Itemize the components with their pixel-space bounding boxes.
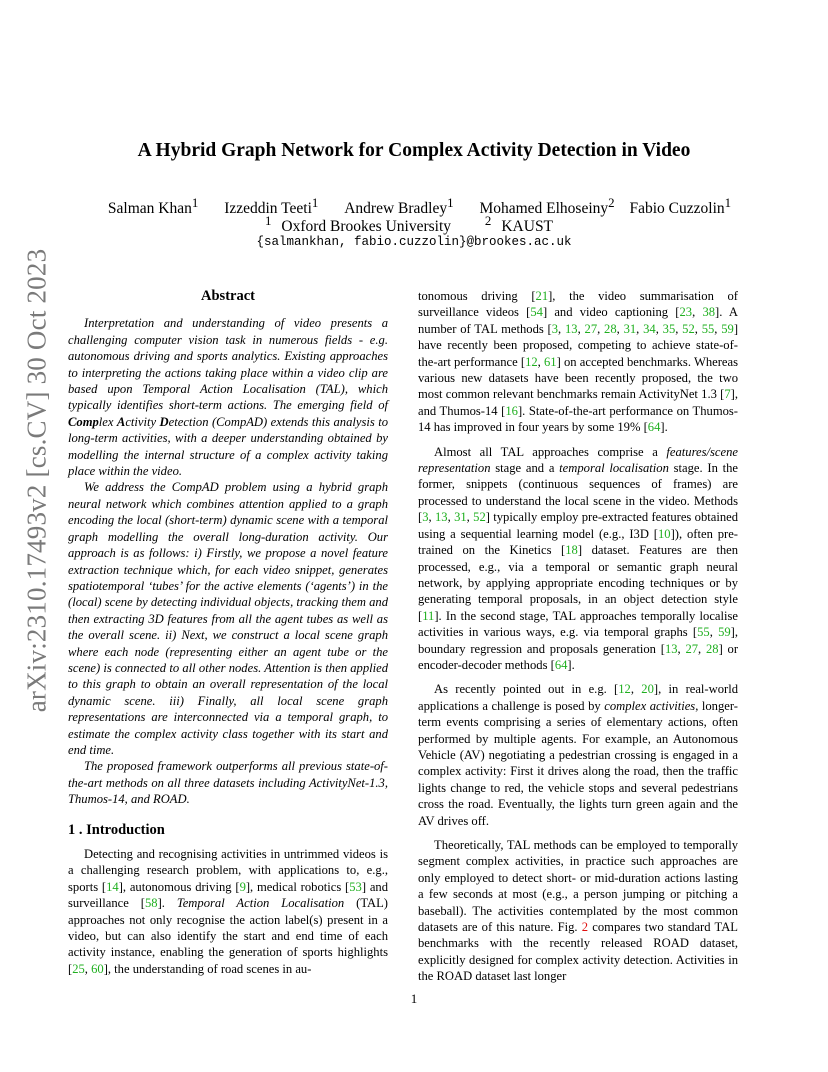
body-paragraph: tonomous driving [21], the video summarisation of surveillance videos [54] and video captioning [23, 38]. A number of TAL methods [3, 13, 27, 28, 31, 34, 35, 52, 55, 59] have recently been proposed, competing to achieve state-of-the-art performance [12, 61] on accepted benchmarks. Whereas various new datasets have been recently proposed, the two most common relevant benchmarks remain ActivityNet 1.3 [7], and Thumos-14 [16]. State-of-the-art performance on Thumos-14 has improved in four years by some 19% [64]. — [418, 289, 739, 435]
abstract-paragraph: The proposed framework outperforms all previous state-of-the-art methods on all three datasets including ActivityNet-1.3, Thumos-14, and ROAD. — [68, 759, 388, 807]
body-paragraph: Almost all TAL approaches comprise a features/scene representation stage and a temporal localisation stage. In the former, snippets (continuous sequences of frames) are processed to understand the local scene in the video. Methods [3, 13, 31, 52] typically employ pre-extracted features obtained using a sequential learning model (e.g., I3D [10]), often pre-trained on the Kinetics [18] dataset. Features are then processed, e.g., via a temporal or semantic graph neural network, by applying appropriate encoding techniques or by generating temporal proposals, in an object detection style [11]. In the second stage, TAL approaches temporally localise activities in various ways, e.g. via temporal graphs [55, 59], boundary regression and proposals generation [13, 27, 28] or encoder-decoder methods [64]. — [418, 444, 739, 672]
intro-paragraph: Detecting and recognising activities in untrimmed videos is a challenging research problem, with applications to, e.g., sports [14], autonomous driving [9], medical robotics [53] and surveillance [58]. Temporal Action Localisation (TAL) approaches not only recognise the action label(s) present in a video, but can also identify the start and end time of each activity instance, enabling the generation of sports highlights [25, 60], the understanding of road scenes in au- — [68, 847, 389, 976]
affiliation: $^2$ KAUST — [484, 213, 554, 236]
arxiv-stamp — [21, 248, 52, 712]
paper-title: A Hybrid Graph Network for Complex Activity Detection in Video — [137, 140, 691, 161]
abstract — [68, 288, 388, 808]
author: Andrew Bradley$^1$ — [344, 195, 454, 218]
affiliation: $^1$ Oxford Brookes University — [264, 213, 452, 236]
arxiv-stamp-text: arXiv:2310.17493v2 [cs.CV] 30 Oct 2023 — [21, 248, 52, 712]
page-number: 1 — [410, 991, 418, 1006]
author: Salman Khan$^1$ — [107, 195, 199, 218]
abstract-heading: Abstract — [201, 288, 255, 304]
author: Izzeddin Teeti$^1$ — [224, 195, 319, 218]
body-paragraph: As recently pointed out in e.g. [12, 20], in real-world applications a challenge is posed by complex activities, longer-term events comprising a series of elementary actions, often performed by multiple agents. For example, an Autonomous Vehicle (AV) negotiating a pedestrian crossing is engaged in a complex activity: First it drives along the road, then the traffic lights change to red, the vehicle stops and several pedestrians cross the road. Eventually, the lights turn green again and the AV drives off. — [418, 682, 739, 828]
section-heading: 1 . Introduction — [68, 821, 165, 838]
left-column — [68, 288, 388, 985]
abstract-paragraph: We address the CompAD problem using a hybrid graph neural network which combines attention applied to a graph encoding the local (short-term) dynamic scene with a temporal graph modelling the overall long-duration activity. Our approach is as follows: i) Firstly, we propose a novel feature extraction technique which, for each video snippet, generates spatiotemporal ‘tubes’ for the active elements (‘agents’) in the (local) scene by detecting individual objects, tracking them and then extracting 3D features from all the agent tubes as well as the overall scene. ii) Next, we construct a local scene graph where each node (representing either an agent tube or the scene) is connected to all other nodes. Attention is then applied to this graph to obtain an overall representation of the local dynamic scene. iii) Finally, all local scene graph representations are interconnected via a temporal graph, to estimate the complex activity class together with its start and end time. — [68, 480, 388, 757]
body-paragraph: Theoretically, TAL methods can be employed to temporally segment complex activities, in practice such approaches are only employed to detect short- or mid-duration actions lasting a few seconds at most (e.g., a person jumping or pitching a baseball). The activities contemplated by the most common datasets are of this nature. Fig. 2 compares two standard TAL benchmarks with the recently released ROAD dataset, explicitly designed for complex activity detection. Activities in the ROAD dataset last longer — [418, 838, 738, 984]
author: Fabio Cuzzolin$^1$ — [629, 195, 732, 218]
abstract-paragraph: Interpretation and understanding of video presents a challenging computer vision task in numerous fields - e.g. autonomous driving and sports analytics. Existing approaches to interpreting the actions taking place within a video clip are based upon Temporal Action Localisation (TAL), which typically identifies short-term actions. The emerging field of Complex Activity Detection (CompAD) extends this analysis to long-term activities, with a deeper understanding obtained by modelling the internal structure of a complex activity taking place within the video. — [68, 316, 389, 479]
affiliations — [0, 213, 828, 236]
author-email: {salmankhan, fabio.cuzzolin}@brookes.ac.uk — [256, 235, 572, 249]
author: Mohamed Elhoseiny$^2$ — [479, 195, 615, 218]
right-column — [418, 288, 738, 993]
